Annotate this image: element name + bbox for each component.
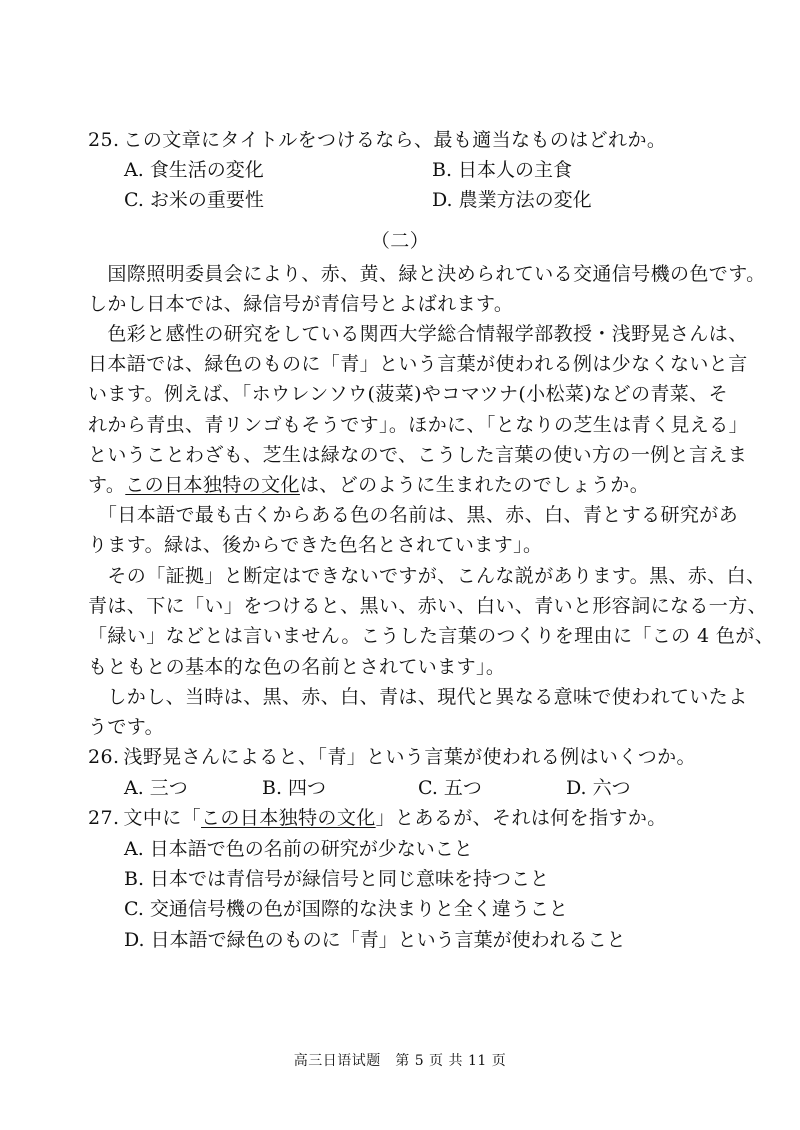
option-text: 五つ	[443, 777, 482, 799]
option-letter: A.	[124, 838, 144, 860]
passage-text: す。	[88, 474, 126, 496]
passage-line: しかし、当時は、黒、赤、白、青は、現代と異なる意味で使われていたよ	[88, 686, 748, 708]
option-letter: D.	[566, 777, 587, 799]
option-letter: C.	[124, 189, 144, 211]
option-text: 六つ	[592, 777, 631, 799]
question-text: 文中に「	[123, 807, 202, 829]
option-text: 日本語で色の名前の研究が少ないこと	[149, 838, 473, 860]
option-text: 食生活の変化	[149, 159, 264, 181]
q25-option-a[interactable]	[124, 158, 264, 182]
q26-option-c[interactable]	[418, 776, 482, 800]
passage-line: います。例えば、「ホウレンソウ(菠菜)やコマツナ(小松菜)などの青菜、そ	[88, 383, 728, 405]
question-26	[88, 745, 728, 769]
passage-line: うです。	[88, 716, 165, 738]
passage-line: 青は、下に「い」をつけると、黒い、赤い、白い、青いと形容詞になる一方、	[88, 595, 768, 617]
question-number: 25.	[88, 129, 120, 151]
q27-option-a[interactable]	[124, 837, 473, 861]
passage-line: ります。緑は、後からできた色名とされています」。	[88, 534, 543, 556]
passage-line: しかし日本では、緑信号が青信号とよばれます。	[88, 293, 514, 315]
option-letter: B.	[124, 868, 145, 890]
option-letter: A.	[124, 159, 144, 181]
option-text: 四つ	[288, 777, 327, 799]
page-footer: 高三日语试题 第 5 页 共 11 页	[293, 1053, 507, 1069]
passage-line: もともとの基本的な色の名前とされています」。	[88, 656, 506, 678]
option-text: 日本人の主食	[458, 159, 573, 181]
question-27	[88, 806, 728, 830]
q27-option-d[interactable]	[124, 928, 626, 952]
q27-option-c[interactable]	[124, 897, 568, 921]
passage-line: 日本語では、緑色のものに「青」という言葉が使われる例は少なくないと言	[88, 353, 748, 375]
option-text: 日本では青信号が緑信号と同じ意味を持つこと	[150, 868, 550, 890]
option-letter: B.	[262, 777, 283, 799]
underlined-phrase: この日本独特の文化	[201, 807, 376, 829]
passage-line: ということわざも、芝生は緑なので、こうした言葉の使い方の一例と言えま	[88, 444, 748, 466]
passage-line: 「日本語で最も古くからある色の名前は、黒、赤、白、青とする研究があ	[88, 504, 739, 526]
option-text: お米の重要性	[149, 189, 264, 211]
question-number: 26.	[88, 746, 120, 768]
question-text: 浅野晃さんによると、「青」という言葉が使われる例はいくつか。	[123, 746, 696, 768]
passage-line	[88, 473, 728, 497]
q25-option-b[interactable]	[432, 158, 572, 182]
option-letter: D.	[432, 189, 453, 211]
passage-line: 「緑い」などとは言いません。こうした言葉のつくりを理由に「この 4 色が、	[88, 625, 775, 647]
question-text: この文章にタイトルをつけるなら、最も適当なものはどれか。	[123, 129, 667, 151]
q26-option-a[interactable]	[124, 776, 188, 800]
passage-line: その「証拠」と断定はできないですが、こんな説があります。黒、赤、白、	[88, 565, 766, 587]
option-text: 農業方法の変化	[458, 189, 592, 211]
question-text: 」とあるが、それは何を指すか。	[375, 807, 667, 829]
passage-line: れから青虫、青リンゴもそうです」。ほかに、「となりの芝生は青く見える」	[88, 414, 749, 436]
q27-option-b[interactable]	[124, 867, 549, 891]
underlined-phrase: この日本独特の文化	[125, 474, 300, 496]
q26-option-d[interactable]	[566, 776, 631, 800]
option-text: 日本語で緑色のものに「青」という言葉が使われること	[150, 929, 626, 951]
question-25	[88, 128, 728, 152]
passage-text: は、どのように生まれたのでしょうか。	[299, 474, 650, 496]
passage-line: 色彩と感性の研究をしている関西大学総合情報学部教授・浅野晃さんは、	[88, 323, 748, 345]
q25-option-c[interactable]	[124, 188, 264, 212]
passage-line: 国際照明委員会により、赤、黄、緑と決められている交通信号機の色です。	[88, 263, 766, 285]
option-letter: C.	[418, 777, 438, 799]
question-number: 27.	[88, 807, 120, 829]
option-letter: C.	[124, 898, 144, 920]
option-letter: A.	[124, 777, 144, 799]
option-text: 交通信号機の色が国際的な決まりと全く違うこと	[149, 898, 568, 920]
section-heading: （二）	[370, 230, 430, 252]
option-text: 三つ	[149, 777, 188, 799]
option-letter: B.	[432, 159, 453, 181]
q25-option-d[interactable]	[432, 188, 592, 212]
option-letter: D.	[124, 929, 145, 951]
q26-option-b[interactable]	[262, 776, 326, 800]
